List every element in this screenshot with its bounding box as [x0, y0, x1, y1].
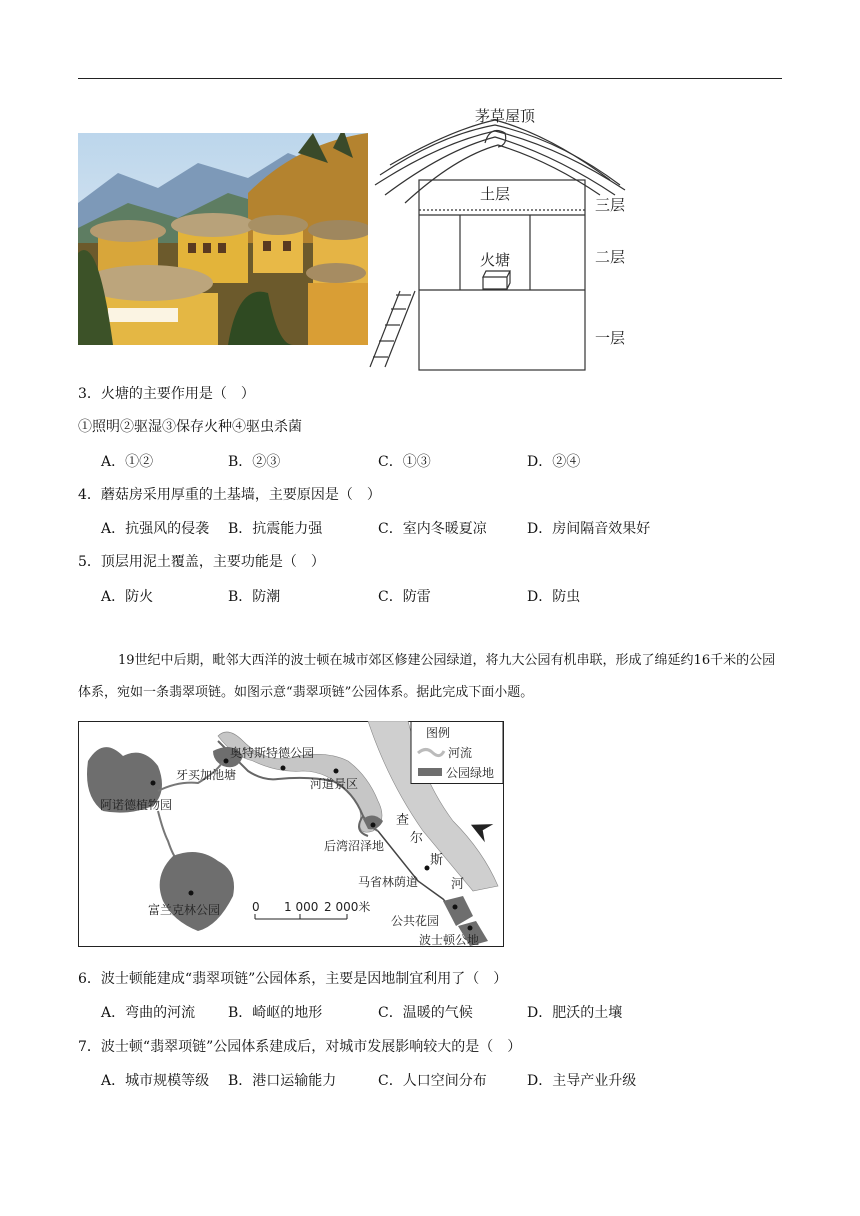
mushroom-house-diagram — [360, 95, 650, 375]
label-floor-2: 二层 — [595, 248, 626, 266]
scale-0: 0 — [252, 900, 260, 914]
river-name-4: 河 — [451, 877, 465, 892]
question-3-statements: ①照明②驱湿③保存火种④驱虫杀菌 — [78, 419, 302, 435]
scale-2000: 2 000米 — [324, 900, 371, 914]
river-name-2: 尔 — [410, 831, 424, 846]
mushroom-house-photo — [78, 133, 368, 345]
option-d[interactable]: D．②④ — [527, 454, 581, 470]
option-d[interactable]: D．主导产业升级 — [527, 1073, 637, 1089]
question-3-options — [101, 451, 741, 471]
label-roof: 茅草屋顶 — [474, 107, 536, 125]
option-c[interactable]: C．室内冬暖夏凉 — [378, 521, 487, 537]
option-a[interactable]: A．弯曲的河流 — [101, 1005, 196, 1021]
option-c[interactable]: C．温暖的气候 — [378, 1005, 473, 1021]
question-6-options — [101, 1002, 741, 1022]
question-6-stem: 6．波士顿能建成“翡翠项链”公园体系，主要是因地制宜利用了（ ） — [78, 971, 508, 987]
question-3-stem: 3．火塘的主要作用是（ ） — [78, 386, 255, 402]
question-7-stem: 7．波士顿“翡翠项链”公园体系建成后，对城市发展影响较大的是（ ） — [78, 1039, 522, 1055]
header-rule — [78, 78, 782, 79]
option-c[interactable]: C．防雷 — [378, 589, 431, 605]
question-5-options — [101, 586, 741, 606]
option-a[interactable]: A．抗强风的侵袭 — [101, 521, 210, 537]
option-b[interactable]: B．防潮 — [228, 589, 281, 605]
legend-title: 图例 — [426, 726, 451, 740]
place-garden: 公共花园 — [391, 914, 440, 928]
option-a[interactable]: A．①② — [101, 454, 154, 470]
place-olmsted: 奥特斯特德公园 — [230, 746, 315, 760]
place-mall: 马省林荫道 — [358, 875, 419, 889]
option-c[interactable]: C．人口空间分布 — [378, 1073, 487, 1089]
place-franklin: 富兰克林公园 — [148, 903, 221, 917]
label-soil-layer: 土层 — [479, 185, 511, 203]
label-floor-1: 一层 — [595, 329, 626, 347]
place-back-bay: 后湾沼泽地 — [324, 839, 385, 853]
option-b[interactable]: B．崎岖的地形 — [228, 1005, 323, 1021]
place-riverway: 河道景区 — [310, 777, 359, 791]
place-arnold: 阿诺德植物园 — [100, 798, 173, 812]
river-name-3: 斯 — [430, 853, 444, 868]
option-b[interactable]: B．港口运输能力 — [228, 1073, 337, 1089]
option-a[interactable]: A．城市规模等级 — [101, 1073, 210, 1089]
place-common: 波士顿公地 — [419, 933, 480, 947]
emerald-necklace-map — [78, 721, 504, 947]
question-4-stem: 4．蘑菇房采用厚重的土基墙，主要原因是（ ） — [78, 487, 381, 503]
question-4-options — [101, 518, 741, 538]
label-floor-3: 三层 — [595, 196, 626, 214]
option-d[interactable]: D．房间隔音效果好 — [527, 521, 651, 537]
question-7-options — [101, 1070, 741, 1090]
scale-1000: 1 000 — [284, 900, 319, 914]
question-5-stem: 5．顶层用泥土覆盖，主要功能是（ ） — [78, 554, 325, 570]
option-d[interactable]: D．防虫 — [527, 589, 581, 605]
label-fire-pit: 火塘 — [479, 251, 511, 269]
legend-river: 河流 — [448, 746, 473, 760]
option-c[interactable]: C．①③ — [378, 454, 431, 470]
river-name-1: 查 — [396, 813, 410, 828]
option-b[interactable]: B．②③ — [228, 454, 281, 470]
option-d[interactable]: D．肥沃的土壤 — [527, 1005, 623, 1021]
legend-park: 公园绿地 — [446, 766, 495, 780]
passage: 19世纪中后期，毗邻大西洋的波士顿在城市郊区修建公园绿道，将九大公园有机串联，形成了绵延约16千米的公园体系，宛如一条翡翠项链。如图示意“翡翠项链”公园体系。据此完成下面小题。 — [78, 653, 776, 700]
place-jamaica: 牙买加池塘 — [176, 768, 237, 782]
option-b[interactable]: B．抗震能力强 — [228, 521, 323, 537]
option-a[interactable]: A．防火 — [101, 589, 154, 605]
